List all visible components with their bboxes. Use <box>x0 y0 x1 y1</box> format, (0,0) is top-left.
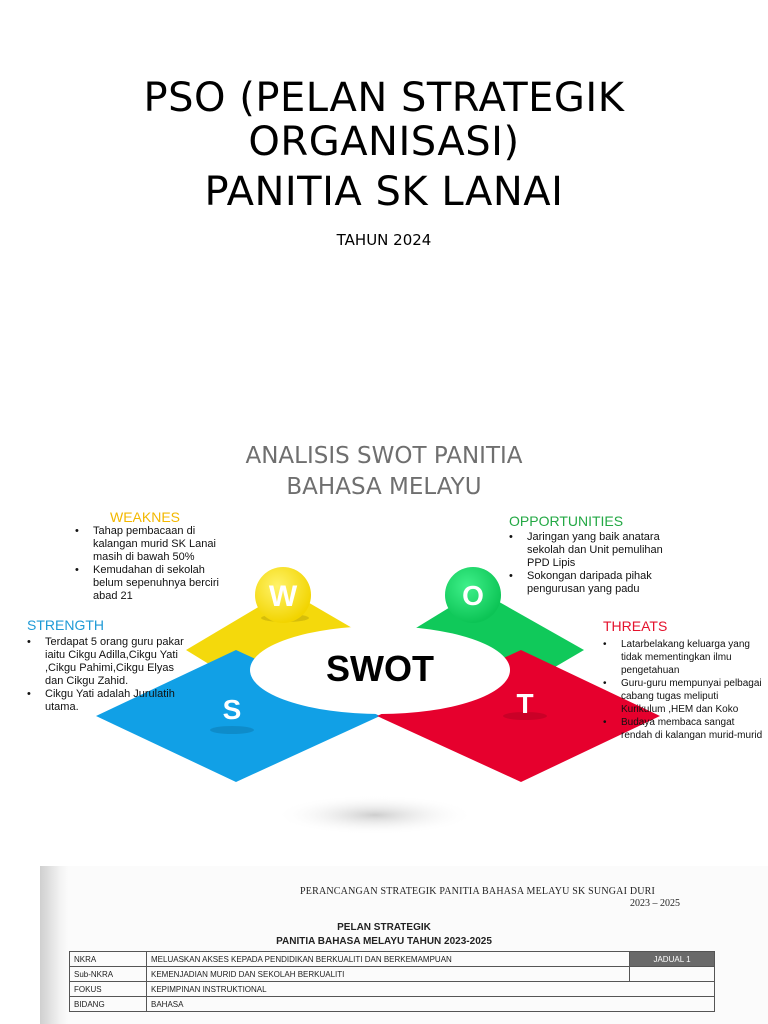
plan-table <box>69 951 715 1012</box>
diagram-shadow <box>275 795 475 835</box>
table-value-cell: KEMENJADIAN MURID DAN SEKOLAH BERKUALITI <box>147 967 630 982</box>
slide-title-line-1: PSO (PELAN STRATEGIK <box>143 75 625 121</box>
table-row <box>70 982 715 997</box>
list-item: • Guru-guru mempunyai pelbagai cabang tugas meliputi Kurikulum ,HEM dan Koko <box>603 677 763 716</box>
table-value-cell: MELUASKAN AKSES KEPADA PENDIDIKAN BERKUALITI DAN BERKEMAMPUAN <box>147 952 630 967</box>
jadual-label: JADUAL 1 <box>630 952 715 967</box>
threats-heading: THREATS <box>603 618 668 634</box>
table-key-cell: BIDANG <box>70 997 147 1012</box>
threats-list <box>603 638 763 742</box>
table-row <box>70 952 715 967</box>
table-key-cell: Sub-NKRA <box>70 967 147 982</box>
list-item: • Cikgu Yati adalah Jurulatih utama. <box>27 688 195 714</box>
table-empty-cell <box>630 967 715 982</box>
table-key-cell: NKRA <box>70 952 147 967</box>
slide-subtitle: TAHUN 2024 <box>336 231 432 249</box>
list-item: • Budaya membaca sangat rendah di kalangan murid-murid <box>603 716 763 742</box>
table-key-cell: FOKUS <box>70 982 147 997</box>
document-title-2: PANITIA BAHASA MELAYU TAHUN 2023-2025 <box>276 936 492 947</box>
letter-o: O <box>462 580 484 611</box>
weakness-heading: WEAKNES <box>110 509 181 525</box>
swot-heading-line-1: ANALISIS SWOT PANITIA <box>245 443 523 469</box>
list-item: • Jaringan yang baik anatara sekolah dan Unit pemulihan PPD Lipis <box>509 531 684 570</box>
opportunities-list <box>509 531 684 596</box>
letter-t: T <box>516 688 534 719</box>
list-item: • Terdapat 5 orang guru pakar iaitu Cikgu Adilla,Cikgu Yati ,Cikgu Pahimi,Cikgu Elyas dan Cikgu Zahid. <box>27 636 195 688</box>
table-row <box>70 967 715 982</box>
document-header-line-1: PERANCANGAN STRATEGIK PANITIA BAHASA MELAYU SK SUNGAI DURI <box>300 886 656 897</box>
document-title-1: PELAN STRATEGIK <box>337 922 431 933</box>
list-item: • Tahap pembacaan di kalangan murid SK Lanai masih di bawah 50% <box>75 525 235 564</box>
opportunities-heading: OPPORTUNITIES <box>509 513 624 529</box>
swot-center-label: SWOT <box>326 648 434 689</box>
swot-heading-line-2: BAHASA MELAYU <box>286 474 482 500</box>
slide-title-line-3: PANITIA SK LANAI <box>204 169 564 215</box>
table-row <box>70 997 715 1012</box>
list-item: • Latarbelakang keluarga yang tidak mementingkan ilmu pengetahuan <box>603 638 763 677</box>
list-item: • Sokongan daripada pihak pengurusan yang padu <box>509 570 684 596</box>
document-header-line-2: 2023 – 2025 <box>630 898 680 909</box>
title-slide <box>0 0 768 350</box>
weakness-list <box>75 525 235 603</box>
letter-s: S <box>222 694 242 725</box>
strength-list <box>27 636 195 714</box>
list-item: • Kemudahan di sekolah belum sepenuhnya berciri abad 21 <box>75 564 235 603</box>
strength-heading: STRENGTH <box>27 617 104 633</box>
table-value-cell: KEPIMPINAN INSTRUKTIONAL <box>147 982 715 997</box>
slide-title-line-2: ORGANISASI) <box>248 119 520 165</box>
letter-w: W <box>268 580 298 613</box>
table-value-cell: BAHASA <box>147 997 715 1012</box>
